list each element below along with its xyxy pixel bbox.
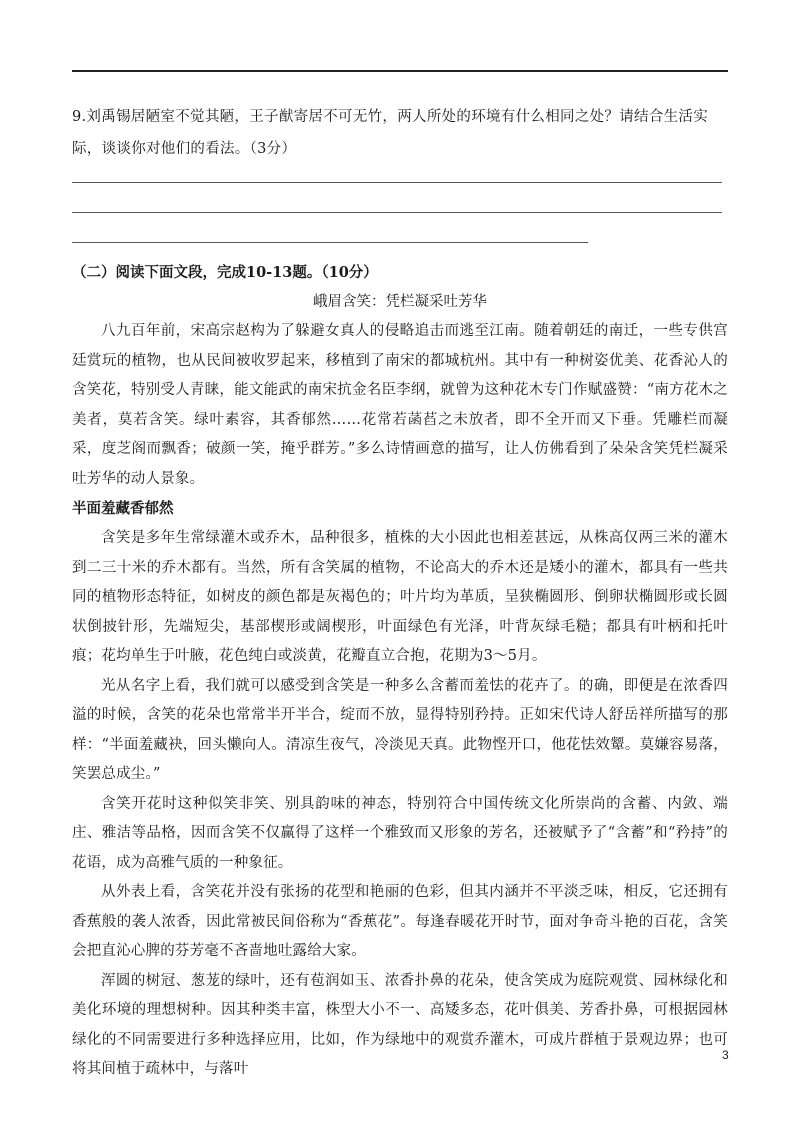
question-9-text: 9.刘禹锡居陋室不觉其陋，王子猷寄居不可无竹，两人所处的环境有什么相同之处？请结合生活实际，谈谈你对他们的看法。（3分） [72,109,709,157]
intro-paragraph: 八九百年前，宋高宗赵构为了躲避女真人的侵略追击而逃至江南。随着朝廷的南迁，一些专供宫廷赏玩的植物，也从民间被收罗起来，移植到了南宋的都城杭州。其中有一种树姿优美、花香沁人的含笑花，特别受人青睐，能文能武的南宋抗金名臣李纲，就曾为这种花木专门作赋盛赞：“南方花木之美者，莫若含笑。绿叶素容，其香郁然……花常若菡萏之未放者，即不全开而又下垂。凭雕栏而凝采，度芝阁而飘香；破颜一笑，掩乎群芳。”多么诗情画意的描写，让人仿佛看到了朵朵含笑凭栏凝采吐芳华的动人景象。 [72,323,728,487]
body-paragraph: 含笑是多年生常绿灌木或乔木，品种很多，植株的大小因此也相差甚远，从株高仅两三米的灌木到二三十米的乔木都有。当然，所有含笑属的植物，不论高大的乔木还是矮小的灌木，都具有一些共同的植物形态特征，如树皮的颜色都是灰褐色的；叶片均为革质，呈狭椭圆形、倒卵状椭圆形或长圆状倒披针形，先端短尖，基部楔形或阔楔形，叶面绿色有光泽，叶背灰绿毛糙；都具有叶柄和托叶痕；花均单生于叶腋，花色纯白或淡黄，花瓣直立合抱，花期为3～5月。 [72,530,728,664]
section-heading: （二）阅读下面文段，完成10-13题。（10分） [72,264,378,281]
answer-line [72,212,722,213]
body-paragraph: 从外表上看，含笑花并没有张扬的花型和艳丽的色彩，但其内涵并不平淡乏味，相反，它还拥有香蕉般的袭人浓香，因此常被民间俗称为“香蕉花”。每逢春暖花开时节，面对争奇斗艳的百花，含笑会把直沁心脾的芬芳毫不吝啬地吐露给大家。 [72,884,728,959]
body-paragraph: 浑圆的树冠、葱茏的绿叶，还有苞润如玉、浓香扑鼻的花朵，使含笑成为庭院观赏、园林绿化和美化环境的理想树种。因其种类丰富，株型大小不一、高矮多态，花叶俱美、芳香扑鼻，可根据园林绿化的不同需要进行多种选择应用，比如，作为绿地中的观赏乔灌木，可成片群植于景观边界；也可将其间植于疏林中，与落叶 [72,972,728,1077]
body-paragraph: 含笑开花时这种似笑非笑、别具韵味的神态，特别符合中国传统文化所崇尚的含蓄、内敛、端庄、雅洁等品格，因而含笑不仅赢得了这样一个雅致而又形象的芳名，还被赋予了“含蓄”和“矜持”的花语，成为高雅气质的一种象征。 [72,795,728,871]
answer-line [72,242,588,243]
article-subheading: 半面羞藏香郁然 [72,500,174,517]
page-number: 3 [722,1048,729,1062]
document-page [72,101,728,1085]
body-paragraph: 光从名字上看，我们就可以感受到含笑是一种多么含蓄而羞怯的花卉了。的确，即便是在浓香四溢的时候，含笑的花朵也常常半开半合，绽而不放，显得特别矜持。正如宋代诗人舒岳祥所描写的那样：“半面羞藏袂，回头懒向人。清凉生夜气，冷淡见天真。此物悭开口，他花怯效颦。莫嫌容易落，笑罢总成尘。” [72,677,728,782]
header-rule [72,70,728,72]
article-title: 峨眉含笑：凭栏凝采吐芳华 [313,294,487,310]
answer-line [72,182,722,183]
